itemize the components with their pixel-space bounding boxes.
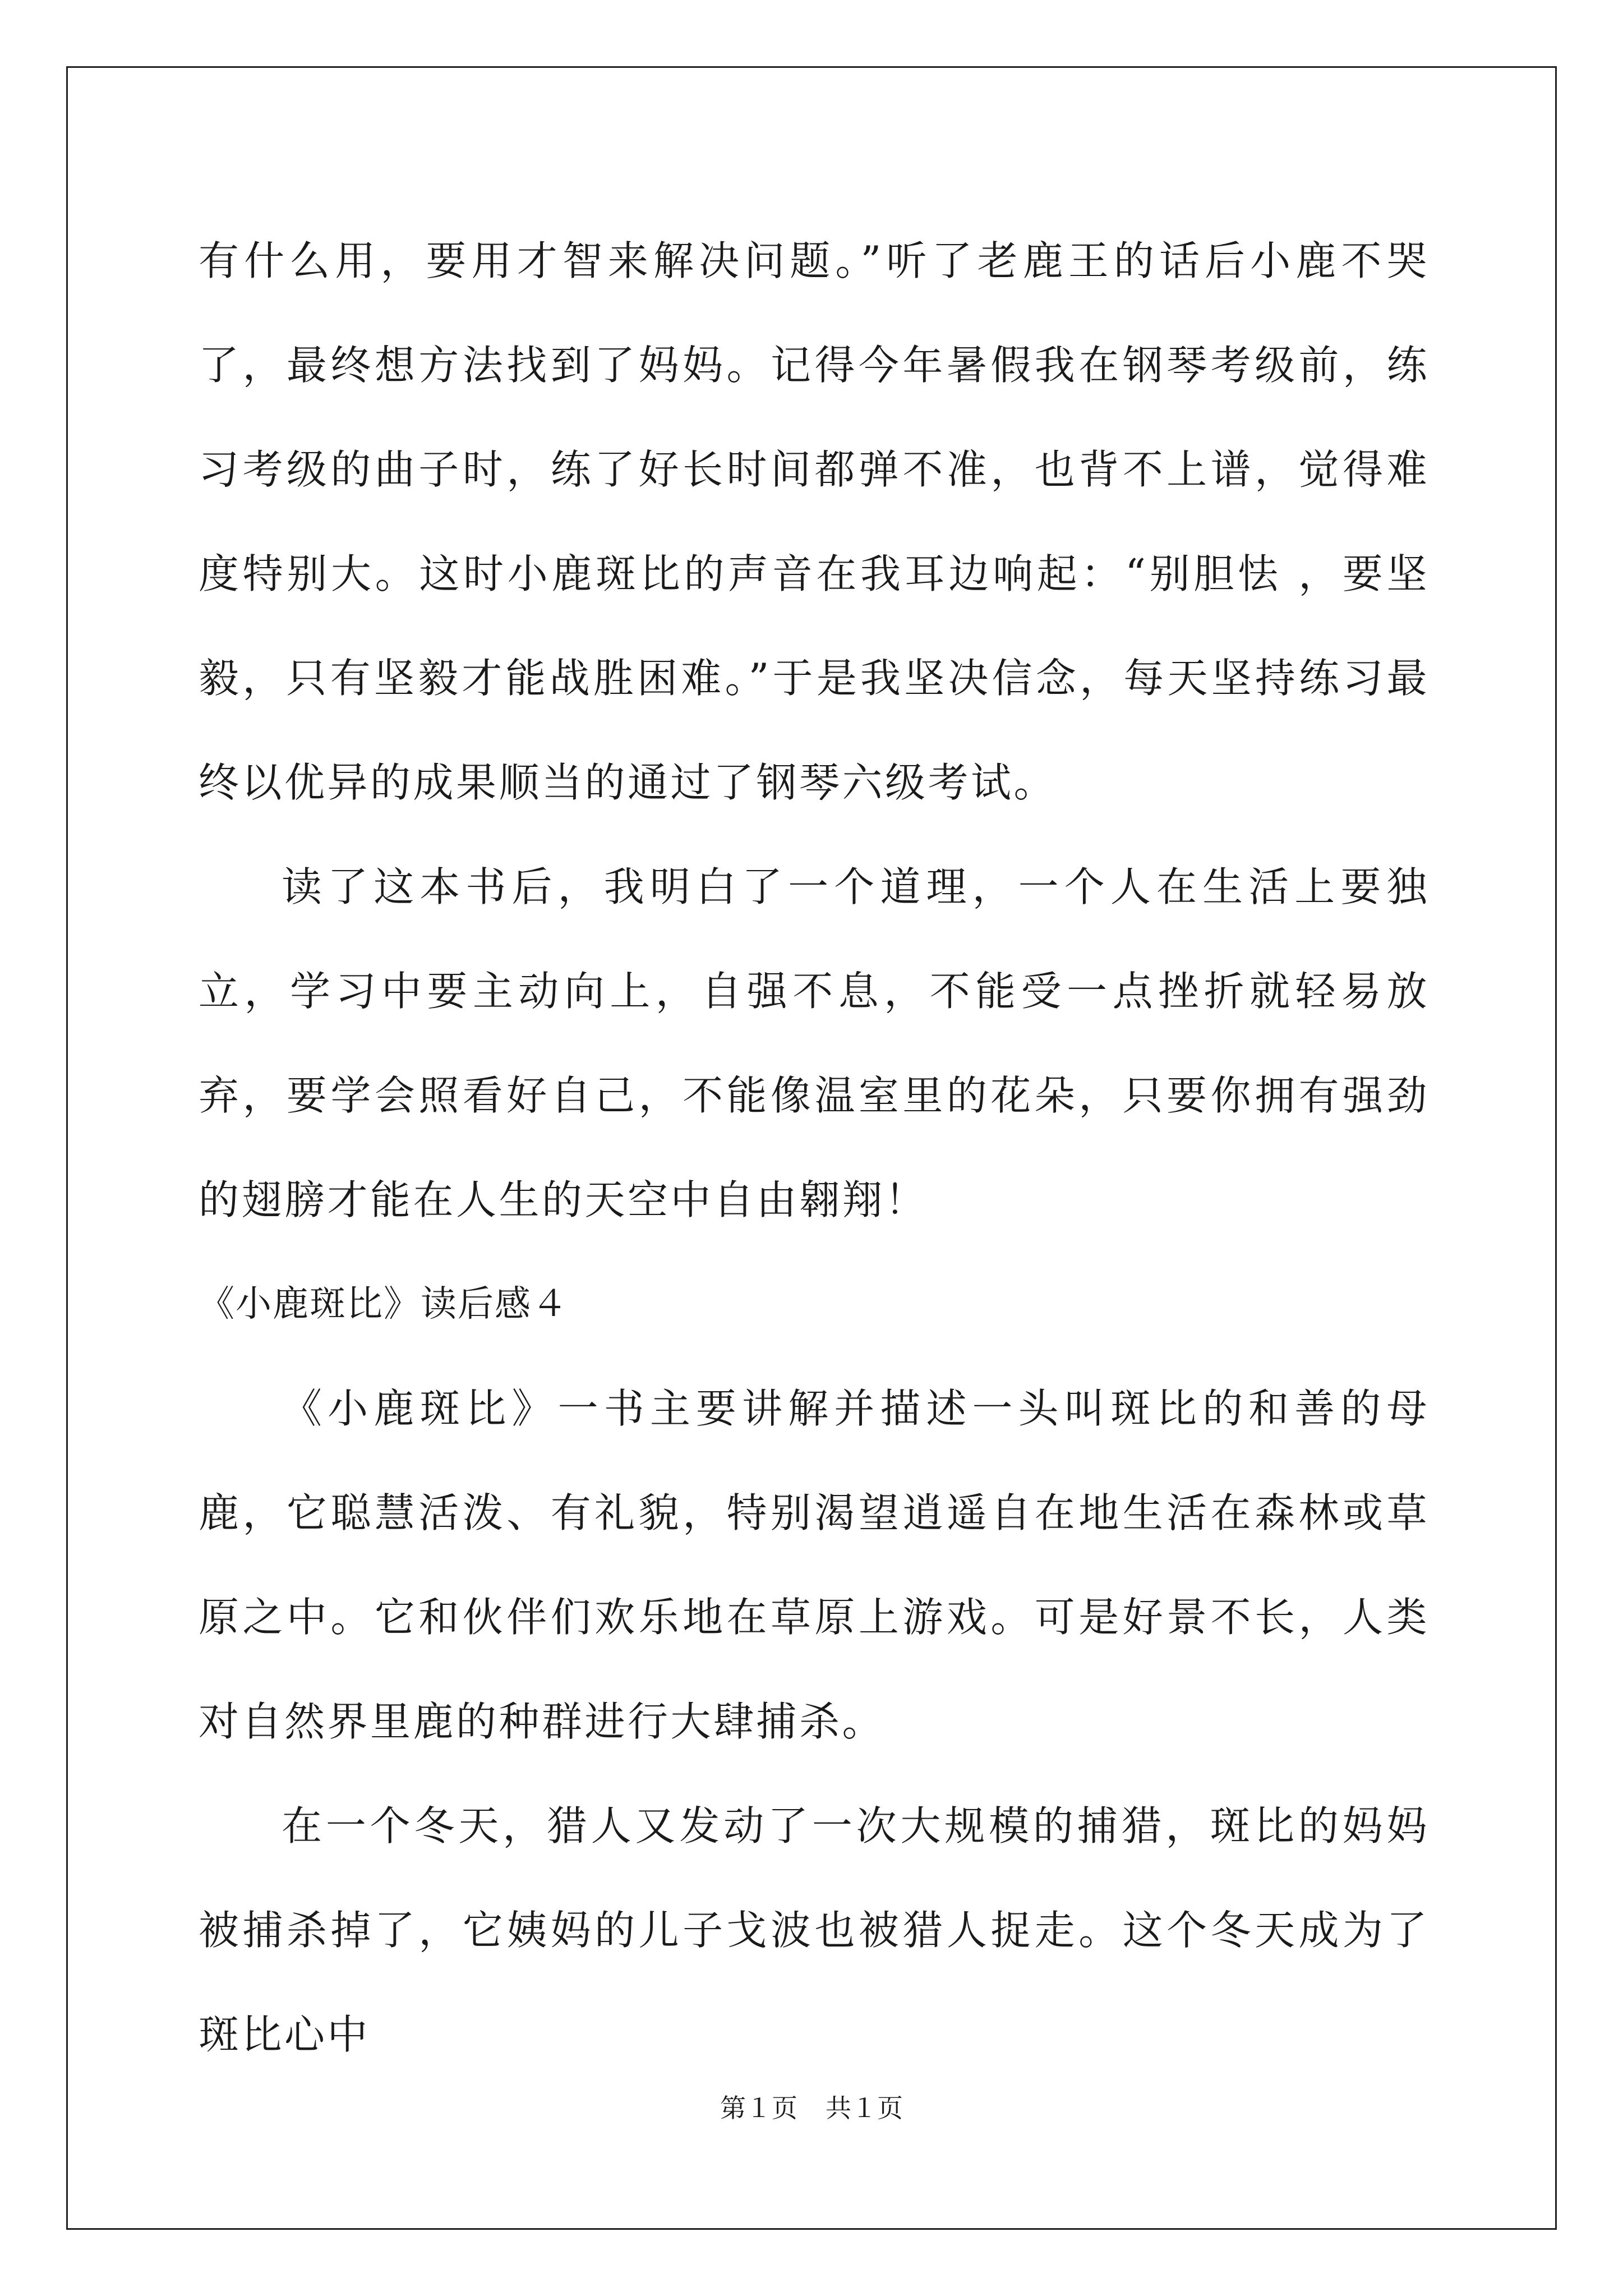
paragraph-4: 在一个冬天，猎人又发动了一次大规模的捕猎，斑比的妈妈被捕杀掉了，它姨妈的儿子戈波也被猎人捉走。这个冬天成为了斑比心中	[199, 1802, 1430, 2058]
page-number-total: 共１页	[826, 2093, 903, 2123]
paragraph-2: 读了这本书后，我明白了一个道理，一个人在生活上要独立，学习中要主动向上，自强不息，不能受一点挫折就轻易放弃，要学会照看好自己，不能像温室里的花朵，只要你拥有强劲的翅膀才能在人生的天空中自由翱翔！	[199, 863, 1430, 1223]
section-heading: 《小鹿斑比》读后感４	[199, 1283, 569, 1325]
paragraph-3: 《小鹿斑比》一书主要讲解并描述一头叫斑比的和善的母鹿，它聪慧活泼、有礼貌，特别渴望逍遥自在地生活在森林或草原之中。它和伙伴们欢乐地在草原上游戏。可是好景不长，人类对自然界里鹿的种群进行大肆捕杀。	[199, 1385, 1430, 1745]
page-number-current: 第１页	[720, 2093, 797, 2123]
document-body	[199, 209, 1430, 2087]
paragraph-1: 有什么用，要用才智来解决问题。”听了老鹿王的话后小鹿不哭了，最终想方法找到了妈妈。记得今年暑假我在钢琴考级前，练习考级的曲子时，练了好长时间都弹不准，也背不上谱，觉得难度特别大。这时小鹿斑比的声音在我耳边响起：“别胆怯 ，要坚毅，只有坚毅才能战胜困难。”于是我坚决信念，每天坚持练习最终以优异的成果顺当的通过了钢琴六级考试。	[199, 237, 1430, 806]
page-footer	[0, 2091, 1623, 2125]
